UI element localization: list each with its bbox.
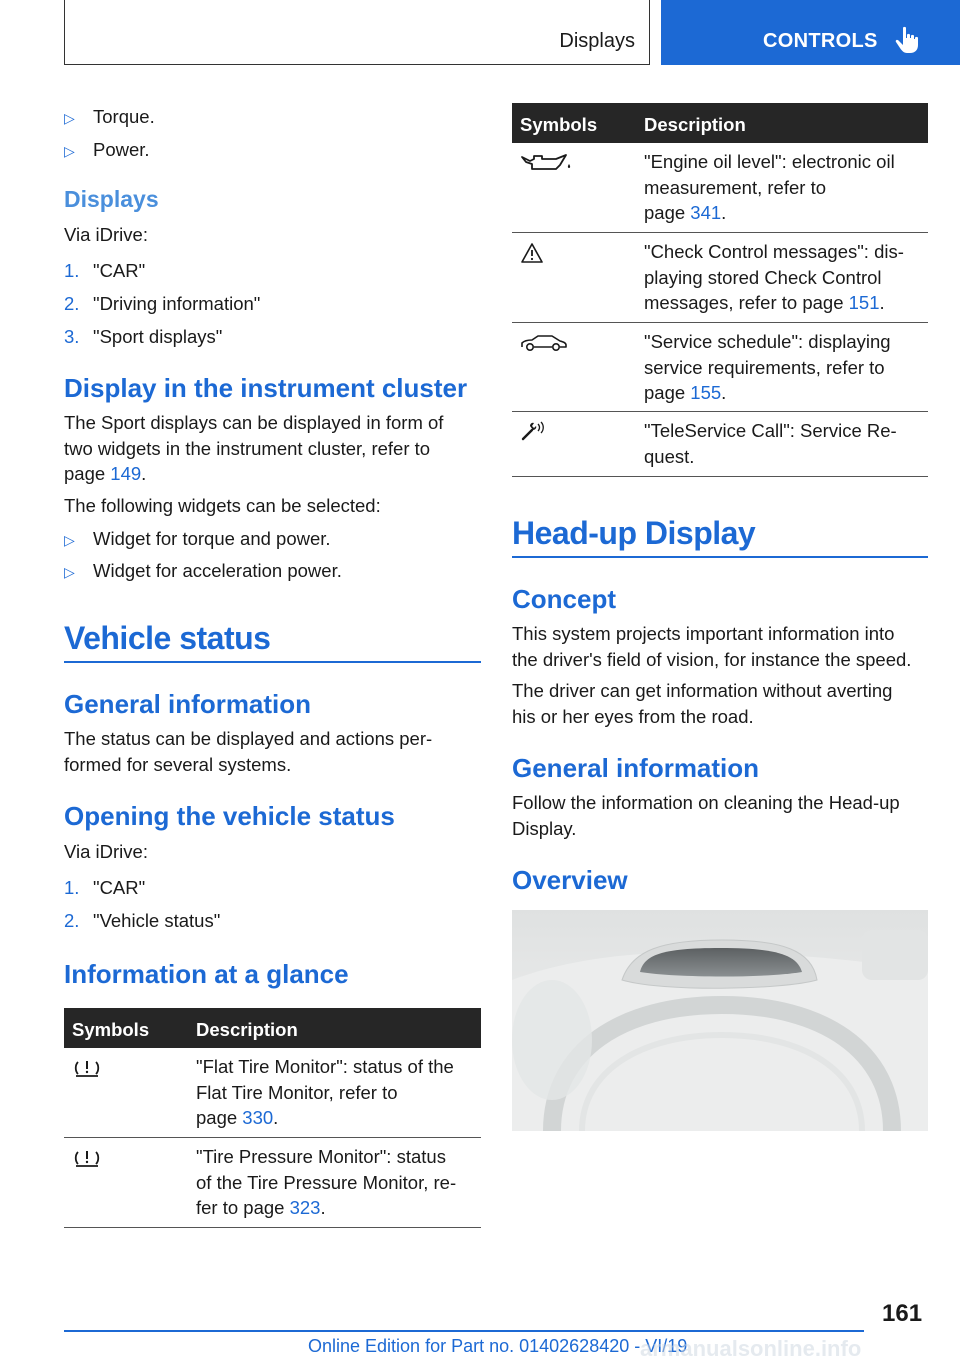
heading-opening-vehicle-status: Opening the vehicle status <box>64 801 395 831</box>
heading-vehicle-status: Vehicle status <box>64 620 271 656</box>
heading-rule <box>64 661 481 663</box>
tire-warning-icon <box>72 1148 102 1170</box>
table-row: "Engine oil level": electronic oil measurement, refer to page 341. <box>512 143 928 233</box>
page-link[interactable]: 323 <box>289 1197 321 1218</box>
heading-head-up-display: Head-up Display <box>512 515 756 551</box>
heading-general-information: General information <box>512 753 760 783</box>
pointing-hand-icon <box>894 26 920 54</box>
heading-instrument-cluster: Display in the instrument cluster <box>64 373 468 403</box>
car-service-icon <box>520 333 568 353</box>
table-header: Symbols Description <box>512 103 928 143</box>
head-up-display-photo <box>512 910 928 1131</box>
symbols-table <box>512 103 928 477</box>
page-link[interactable]: 149 <box>110 463 142 484</box>
paragraph: The Sport displays can be displayed in form of two widgets in the instrument cluster, refer to page 149. <box>64 412 444 484</box>
page-link[interactable]: 330 <box>242 1107 274 1128</box>
page-link[interactable]: 341 <box>690 202 722 223</box>
wrench-call-icon <box>520 420 546 442</box>
triangle-bullet-icon: ▷ <box>64 143 75 159</box>
paragraph: The status can be displayed and actions per‐ formed for several systems. <box>64 728 433 775</box>
paragraph: Follow the information on cleaning the Head-up Display. <box>512 792 900 839</box>
triangle-bullet-icon: ▷ <box>64 532 75 548</box>
dashboard-illustration <box>512 910 928 1131</box>
footer-edition: Online Edition for Part no. 01402628420 - VI/19 <box>308 1336 688 1356</box>
page-link[interactable]: 155 <box>690 382 722 403</box>
heading-displays: Displays <box>64 186 159 212</box>
table-row: "TeleService Call": Service Re‐ quest. <box>512 412 928 477</box>
table-row: "Flat Tire Monitor": status of the Flat Tire Monitor, refer to page 330. <box>64 1048 481 1138</box>
header-section-box <box>64 0 650 65</box>
header-chapter-title: CONTROLS <box>763 30 878 52</box>
tire-warning-icon <box>72 1058 102 1080</box>
heading-information-at-a-glance: Information at a glance <box>64 959 349 989</box>
heading-concept: Concept <box>512 584 616 614</box>
watermark: armanualsonline.info <box>640 1336 862 1361</box>
paragraph: Via iDrive: <box>64 224 148 245</box>
paragraph: Via iDrive: <box>64 841 148 862</box>
header-section-title: Displays <box>559 30 635 52</box>
triangle-bullet-icon: ▷ <box>64 564 75 580</box>
warning-triangle-icon <box>520 242 544 264</box>
page-number: 161 <box>882 1300 923 1327</box>
oil-can-icon <box>520 151 572 175</box>
paragraph: This system projects important information into the driver's field of vision, for instance the speed. <box>512 623 912 670</box>
footer-rule <box>64 1330 864 1332</box>
triangle-bullet-icon: ▷ <box>64 110 75 126</box>
heading-overview: Overview <box>512 865 628 895</box>
table-row: "Check Control messages": dis‐ playing stored Check Control messages, refer to page 151. <box>512 233 928 323</box>
table-header: Symbols Description <box>64 1008 481 1048</box>
paragraph: The following widgets can be selected: <box>64 495 381 516</box>
table-row: "Service schedule": displaying service requirements, refer to page 155. <box>512 323 928 412</box>
header-chapter-tab[interactable] <box>661 0 960 65</box>
heading-general-information: General information <box>64 689 312 719</box>
page-link[interactable]: 151 <box>848 292 880 313</box>
heading-rule <box>512 556 928 558</box>
symbols-table <box>64 1008 481 1228</box>
paragraph: The driver can get information without averting his or her eyes from the road. <box>512 680 893 727</box>
table-row: "Tire Pressure Monitor": status of the Tire Pressure Monitor, re‐ fer to page 323. <box>64 1138 481 1228</box>
